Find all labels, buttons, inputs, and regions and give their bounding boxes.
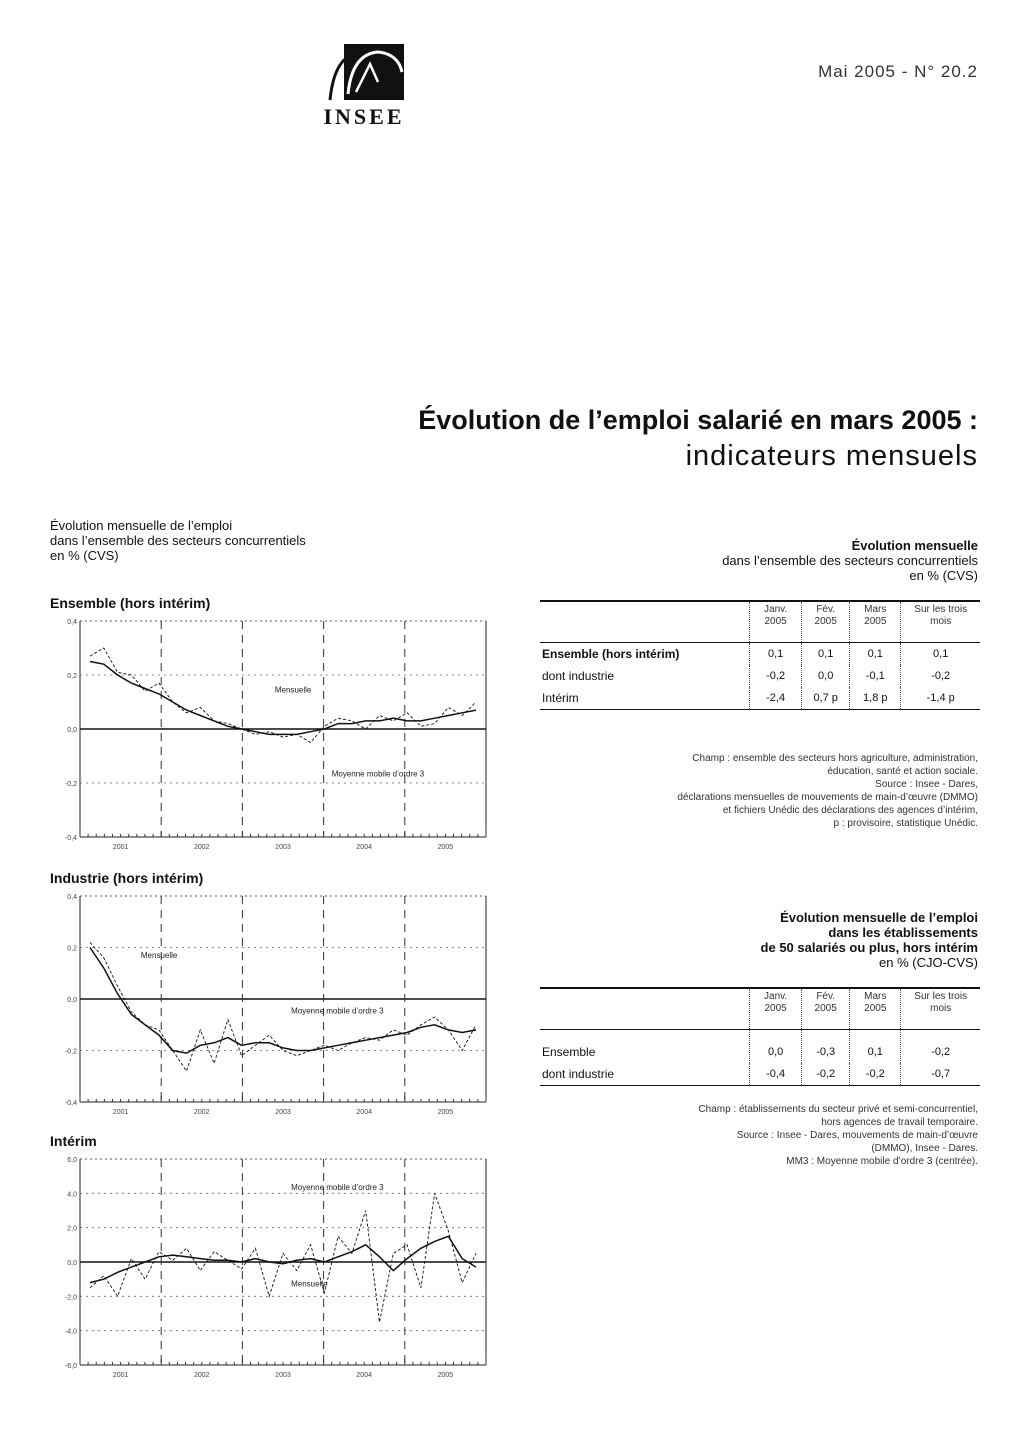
cell: 0,1 bbox=[901, 643, 980, 666]
note-line: Champ : établissements du secteur privé et semi-concurrentiel, bbox=[698, 1104, 978, 1115]
left-title-line: Évolution mensuelle de l’emploi bbox=[50, 518, 233, 533]
x-tick-label: 2002 bbox=[194, 1109, 210, 1116]
cell: 1,8 p bbox=[850, 687, 901, 710]
table-2-title-line: en % (CJO-CVS) bbox=[879, 955, 978, 970]
x-tick-label: 2003 bbox=[275, 1372, 291, 1379]
series-annotation: Mensuelle bbox=[140, 950, 178, 960]
left-charts-title bbox=[50, 518, 390, 563]
series-annotation: Moyenne mobile d’ordre 3 bbox=[291, 1006, 384, 1016]
note-line: (DMMO), Insee - Dares. bbox=[871, 1143, 978, 1154]
series-annotation: Mensuelle bbox=[291, 1279, 328, 1289]
chart-ensemble-svg bbox=[50, 615, 492, 855]
cell: 0,0 bbox=[750, 1030, 802, 1064]
cell: -0,7 bbox=[901, 1063, 980, 1086]
table-1-title-line: dans l’ensemble des secteurs concurrentiels bbox=[722, 553, 978, 568]
chart-interim-svg bbox=[50, 1153, 492, 1383]
cell: 0,7 p bbox=[802, 687, 850, 710]
chart-ensemble bbox=[50, 615, 492, 855]
table-row bbox=[540, 687, 980, 710]
x-tick-label: 2001 bbox=[112, 844, 129, 851]
cell: -0,2 bbox=[802, 1063, 850, 1086]
chart-industrie-svg bbox=[50, 890, 492, 1120]
x-tick-label: 2004 bbox=[356, 844, 372, 851]
logo-text: INSEE bbox=[323, 104, 405, 129]
series-moyenne-mobile-line bbox=[90, 948, 476, 1054]
cell: -2,4 bbox=[750, 687, 802, 710]
y-tick-label: -0,2 bbox=[64, 1048, 77, 1056]
row-label: Ensemble bbox=[540, 1030, 750, 1064]
x-tick-label: 2005 bbox=[437, 1109, 454, 1116]
note-line: Champ : ensemble des secteurs hors agriculture, administration, bbox=[692, 753, 978, 764]
note-line: éducation, santé et action sociale. bbox=[827, 766, 978, 777]
cell: -0,1 bbox=[850, 665, 901, 687]
table-row bbox=[540, 1030, 980, 1064]
y-tick-label: 2,0 bbox=[67, 1225, 77, 1233]
insee-logo bbox=[318, 42, 410, 132]
y-tick-label: 6,0 bbox=[67, 1157, 77, 1164]
table-col-header: Fév. 2005 bbox=[802, 601, 850, 643]
table-1-title-line: en % (CVS) bbox=[909, 568, 978, 583]
y-tick-label: 0,4 bbox=[67, 894, 77, 901]
y-tick-label: 0,0 bbox=[67, 727, 77, 734]
table-2-title-line: dans les établissements bbox=[828, 925, 978, 940]
left-title-line: dans l’ensemble des secteurs concurrentiels bbox=[50, 533, 306, 548]
table-row bbox=[540, 643, 980, 666]
table-2-title-line: Évolution mensuelle de l’emploi bbox=[780, 910, 978, 925]
cell: -0,2 bbox=[750, 665, 802, 687]
note-line: déclarations mensuelles de mouvements de main-d’œuvre (DMMO) bbox=[677, 792, 978, 803]
y-tick-label: 0,2 bbox=[67, 945, 77, 953]
chart-2-label: Industrie (hors intérim) bbox=[50, 870, 204, 886]
y-tick-label: -4,0 bbox=[64, 1328, 77, 1336]
y-tick-label: 0,0 bbox=[67, 997, 77, 1004]
cell: 0,1 bbox=[750, 643, 802, 666]
table-2 bbox=[540, 987, 980, 1086]
chart-industrie bbox=[50, 890, 492, 1120]
y-tick-label: 4,0 bbox=[67, 1191, 77, 1199]
chart-3-label: Intérim bbox=[50, 1133, 97, 1149]
series-annotation: Moyenne mobile d’ordre 3 bbox=[331, 769, 425, 779]
page-title: Évolution de l’emploi salarié en mars 2005 : bbox=[418, 405, 978, 435]
x-tick-label: 2003 bbox=[275, 1109, 291, 1116]
table-col-header: Mars 2005 bbox=[850, 601, 901, 643]
series-moyenne-mobile-line bbox=[90, 1236, 476, 1282]
y-tick-label: -2,0 bbox=[64, 1294, 77, 1302]
cell: 0,1 bbox=[802, 643, 850, 666]
table-header-empty bbox=[540, 601, 750, 643]
table-col-header: Sur les trois mois bbox=[901, 601, 980, 643]
left-title-line: en % (CVS) bbox=[50, 548, 119, 563]
series-mensuelle-line bbox=[90, 1193, 476, 1322]
y-tick-label: -6,0 bbox=[64, 1363, 77, 1370]
table-2-title-line: de 50 salariés ou plus, hors intérim bbox=[760, 940, 978, 955]
row-label: dont industrie bbox=[542, 1067, 615, 1081]
x-tick-label: 2001 bbox=[112, 1109, 129, 1116]
series-mensuelle-line bbox=[90, 942, 476, 1071]
table-row bbox=[540, 1063, 980, 1086]
x-tick-label: 2002 bbox=[194, 844, 210, 851]
row-label: Intérim bbox=[542, 691, 579, 705]
table-col-header: Janv. 2005 bbox=[750, 601, 802, 643]
y-tick-label: -0,4 bbox=[64, 835, 77, 842]
series-annotation: Moyenne mobile d’ordre 3 bbox=[291, 1182, 384, 1192]
series-annotation: Mensuelle bbox=[274, 685, 312, 695]
row-label: Ensemble (hors intérim) bbox=[540, 643, 750, 666]
x-tick-label: 2001 bbox=[112, 1372, 129, 1379]
x-tick-label: 2004 bbox=[356, 1109, 372, 1116]
table-row bbox=[540, 665, 980, 687]
table-1-title bbox=[558, 538, 978, 583]
cell: -0,3 bbox=[802, 1030, 850, 1064]
cell: -0,2 bbox=[850, 1063, 901, 1086]
note-line: hors agences de travail temporaire. bbox=[821, 1117, 978, 1128]
chart-1-label: Ensemble (hors intérim) bbox=[50, 595, 211, 611]
cell: 0,1 bbox=[850, 1030, 901, 1064]
x-tick-label: 2005 bbox=[437, 844, 454, 851]
table-col-header: Mars 2005 bbox=[850, 988, 901, 1030]
table-2-notes bbox=[538, 1103, 978, 1168]
cell: -1,4 p bbox=[901, 687, 980, 710]
issue-number: Mai 2005 - N° 20.2 bbox=[818, 62, 978, 81]
note-line: Source : Insee - Dares, bbox=[875, 779, 978, 790]
chart-interim bbox=[50, 1153, 492, 1383]
x-tick-label: 2003 bbox=[275, 844, 291, 851]
y-tick-label: 0,2 bbox=[67, 673, 77, 680]
x-tick-label: 2005 bbox=[437, 1372, 454, 1379]
cell: -0,2 bbox=[901, 1030, 980, 1064]
y-tick-label: 0,0 bbox=[67, 1260, 77, 1267]
cell: -0,2 bbox=[901, 665, 980, 687]
row-label: dont industrie bbox=[542, 669, 615, 683]
cell: 0,0 bbox=[802, 665, 850, 687]
y-tick-label: -0,2 bbox=[64, 781, 77, 788]
y-tick-label: -0,4 bbox=[64, 1100, 77, 1107]
note-line: MM3 : Moyenne mobile d’ordre 3 (centrée). bbox=[786, 1156, 978, 1167]
note-line: Source : Insee - Dares, mouvements de main-d’œuvre bbox=[736, 1130, 978, 1141]
table-header-empty bbox=[540, 988, 750, 1030]
y-tick-label: 0,4 bbox=[67, 619, 77, 626]
x-tick-label: 2002 bbox=[194, 1372, 210, 1379]
table-col-header: Janv. 2005 bbox=[750, 988, 802, 1030]
note-line: et fichiers Unédic des déclarations des agences d’intérim, bbox=[722, 805, 978, 816]
x-tick-label: 2004 bbox=[356, 1372, 372, 1379]
page-subtitle: indicateurs mensuels bbox=[685, 440, 978, 472]
table-1 bbox=[540, 600, 980, 710]
table-col-header: Sur les trois mois bbox=[901, 988, 980, 1030]
note-line: p : provisoire, statistique Unédic. bbox=[833, 818, 978, 829]
table-2-title bbox=[558, 910, 978, 970]
table-1-title-line: Évolution mensuelle bbox=[851, 538, 978, 553]
cell: -0,4 bbox=[750, 1063, 802, 1086]
table-1-notes bbox=[538, 752, 978, 830]
insee-emblem-icon bbox=[318, 42, 410, 104]
cell: 0,1 bbox=[850, 643, 901, 666]
table-col-header: Fév. 2005 bbox=[802, 988, 850, 1030]
